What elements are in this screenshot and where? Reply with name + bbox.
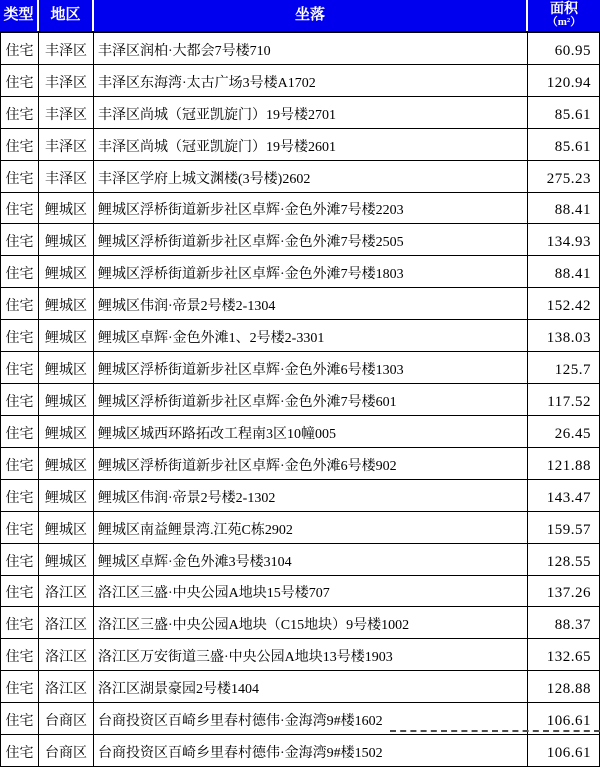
cell-district: 鲤城区 bbox=[39, 480, 94, 512]
table-row bbox=[0, 416, 600, 448]
cell-type: 住宅 bbox=[0, 33, 39, 65]
header-area-label: 面积 bbox=[550, 2, 578, 18]
cell-location: 丰泽区学府上城文渊楼(3号楼)2602 bbox=[94, 161, 528, 193]
cell-location: 鲤城区浮桥街道新步社区卓辉·金色外滩6号楼1303 bbox=[94, 352, 528, 384]
table-row bbox=[0, 33, 600, 65]
cell-location: 丰泽区尚城（冠亚凯旋门）19号楼2701 bbox=[94, 97, 528, 129]
cell-location: 洛江区湖景豪园2号楼1404 bbox=[94, 671, 528, 703]
header-area bbox=[528, 0, 600, 31]
table-row bbox=[0, 703, 600, 735]
cell-area: 121.88 bbox=[528, 448, 600, 480]
cell-district: 鲤城区 bbox=[39, 416, 94, 448]
cell-location: 丰泽区润柏·大都会7号楼710 bbox=[94, 33, 528, 65]
cell-type: 住宅 bbox=[0, 320, 39, 352]
cell-location: 洛江区三盛·中央公园A地块15号楼707 bbox=[94, 576, 528, 608]
cell-district: 鲤城区 bbox=[39, 544, 94, 576]
cell-location: 鲤城区浮桥街道新步社区卓辉·金色外滩7号楼1803 bbox=[94, 256, 528, 288]
cell-district: 丰泽区 bbox=[39, 33, 94, 65]
cell-type: 住宅 bbox=[0, 129, 39, 161]
cell-area: 85.61 bbox=[528, 97, 600, 129]
cell-area: 132.65 bbox=[528, 639, 600, 671]
cell-type: 住宅 bbox=[0, 256, 39, 288]
cell-location: 台商投资区百崎乡里春村德伟·金海湾9#楼1502 bbox=[94, 735, 528, 767]
cell-area: 117.52 bbox=[528, 384, 600, 416]
cell-area: 134.93 bbox=[528, 224, 600, 256]
cell-district: 洛江区 bbox=[39, 639, 94, 671]
cell-type: 住宅 bbox=[0, 288, 39, 320]
cell-location: 洛江区万安街道三盛·中央公园A地块13号楼1903 bbox=[94, 639, 528, 671]
table-row bbox=[0, 544, 600, 576]
cell-type: 住宅 bbox=[0, 576, 39, 608]
header-area-unit: （m²） bbox=[546, 16, 582, 29]
cell-area: 128.88 bbox=[528, 671, 600, 703]
table-row bbox=[0, 607, 600, 639]
cell-district: 鲤城区 bbox=[39, 384, 94, 416]
cell-area: 125.7 bbox=[528, 352, 600, 384]
cell-location: 鲤城区浮桥街道新步社区卓辉·金色外滩6号楼902 bbox=[94, 448, 528, 480]
table-row bbox=[0, 671, 600, 703]
cell-area: 275.23 bbox=[528, 161, 600, 193]
cell-area: 137.26 bbox=[528, 576, 600, 608]
header-type: 类型 bbox=[0, 0, 39, 31]
cell-district: 丰泽区 bbox=[39, 65, 94, 97]
cell-type: 住宅 bbox=[0, 607, 39, 639]
cell-location: 鲤城区伟润·帝景2号楼2-1304 bbox=[94, 288, 528, 320]
cell-district: 台商区 bbox=[39, 703, 94, 735]
cell-type: 住宅 bbox=[0, 703, 39, 735]
table-row bbox=[0, 576, 600, 608]
cell-area: 138.03 bbox=[528, 320, 600, 352]
cell-type: 住宅 bbox=[0, 193, 39, 225]
cell-district: 洛江区 bbox=[39, 576, 94, 608]
cell-type: 住宅 bbox=[0, 416, 39, 448]
table-body bbox=[0, 33, 600, 767]
table-row bbox=[0, 288, 600, 320]
table-row bbox=[0, 512, 600, 544]
cell-district: 鲤城区 bbox=[39, 320, 94, 352]
table-row bbox=[0, 639, 600, 671]
cell-location: 洛江区三盛·中央公园A地块（C15地块）9号楼1002 bbox=[94, 607, 528, 639]
table-row bbox=[0, 193, 600, 225]
cell-type: 住宅 bbox=[0, 544, 39, 576]
table-row bbox=[0, 224, 600, 256]
cell-area: 159.57 bbox=[528, 512, 600, 544]
cell-district: 鲤城区 bbox=[39, 512, 94, 544]
cell-location: 鲤城区伟润·帝景2号楼2-1302 bbox=[94, 480, 528, 512]
cell-district: 丰泽区 bbox=[39, 129, 94, 161]
table-header bbox=[0, 0, 600, 33]
cell-area: 88.41 bbox=[528, 256, 600, 288]
cell-type: 住宅 bbox=[0, 352, 39, 384]
cell-location: 鲤城区南益鲤景湾.江苑C栋2902 bbox=[94, 512, 528, 544]
cell-location: 丰泽区东海湾·太古广场3号楼A1702 bbox=[94, 65, 528, 97]
cell-type: 住宅 bbox=[0, 480, 39, 512]
cell-district: 鲤城区 bbox=[39, 288, 94, 320]
cell-area: 120.94 bbox=[528, 65, 600, 97]
cell-type: 住宅 bbox=[0, 639, 39, 671]
cell-district: 鲤城区 bbox=[39, 352, 94, 384]
cell-location: 鲤城区浮桥街道新步社区卓辉·金色外滩7号楼2505 bbox=[94, 224, 528, 256]
header-district: 地区 bbox=[39, 0, 94, 31]
cell-type: 住宅 bbox=[0, 671, 39, 703]
table-row bbox=[0, 97, 600, 129]
cell-district: 丰泽区 bbox=[39, 97, 94, 129]
cell-area: 143.47 bbox=[528, 480, 600, 512]
cell-area: 26.45 bbox=[528, 416, 600, 448]
cell-area: 88.41 bbox=[528, 193, 600, 225]
cell-location: 鲤城区卓辉·金色外滩1、2号楼2-3301 bbox=[94, 320, 528, 352]
table-row bbox=[0, 352, 600, 384]
cell-area: 88.37 bbox=[528, 607, 600, 639]
table-row bbox=[0, 65, 600, 97]
cell-district: 鲤城区 bbox=[39, 193, 94, 225]
table-row bbox=[0, 448, 600, 480]
cell-area: 152.42 bbox=[528, 288, 600, 320]
cell-type: 住宅 bbox=[0, 448, 39, 480]
table-row bbox=[0, 735, 600, 767]
cell-location: 鲤城区卓辉·金色外滩3号楼3104 bbox=[94, 544, 528, 576]
cell-area: 128.55 bbox=[528, 544, 600, 576]
cell-area: 85.61 bbox=[528, 129, 600, 161]
cell-district: 洛江区 bbox=[39, 671, 94, 703]
cell-location: 鲤城区城西环路拓改工程南3区10幢005 bbox=[94, 416, 528, 448]
cell-location: 鲤城区浮桥街道新步社区卓辉·金色外滩7号楼601 bbox=[94, 384, 528, 416]
cell-district: 鲤城区 bbox=[39, 224, 94, 256]
cell-district: 丰泽区 bbox=[39, 161, 94, 193]
table-row bbox=[0, 384, 600, 416]
table-row bbox=[0, 480, 600, 512]
cell-area: 106.61 bbox=[528, 703, 600, 735]
cell-area: 60.95 bbox=[528, 33, 600, 65]
cell-type: 住宅 bbox=[0, 384, 39, 416]
table-row bbox=[0, 129, 600, 161]
cell-area: 106.61 bbox=[528, 735, 600, 767]
cell-location: 丰泽区尚城（冠亚凯旋门）19号楼2601 bbox=[94, 129, 528, 161]
cell-type: 住宅 bbox=[0, 65, 39, 97]
table-row bbox=[0, 320, 600, 352]
cell-type: 住宅 bbox=[0, 735, 39, 767]
cell-type: 住宅 bbox=[0, 161, 39, 193]
header-location: 坐落 bbox=[94, 0, 528, 31]
cell-location: 台商投资区百崎乡里春村德伟·金海湾9#楼1602 bbox=[94, 703, 528, 735]
cell-district: 台商区 bbox=[39, 735, 94, 767]
cell-type: 住宅 bbox=[0, 224, 39, 256]
cell-district: 洛江区 bbox=[39, 607, 94, 639]
cell-type: 住宅 bbox=[0, 97, 39, 129]
table-row bbox=[0, 161, 600, 193]
table-row bbox=[0, 256, 600, 288]
cell-district: 鲤城区 bbox=[39, 256, 94, 288]
cell-location: 鲤城区浮桥街道新步社区卓辉·金色外滩7号楼2203 bbox=[94, 193, 528, 225]
cell-type: 住宅 bbox=[0, 512, 39, 544]
cell-district: 鲤城区 bbox=[39, 448, 94, 480]
